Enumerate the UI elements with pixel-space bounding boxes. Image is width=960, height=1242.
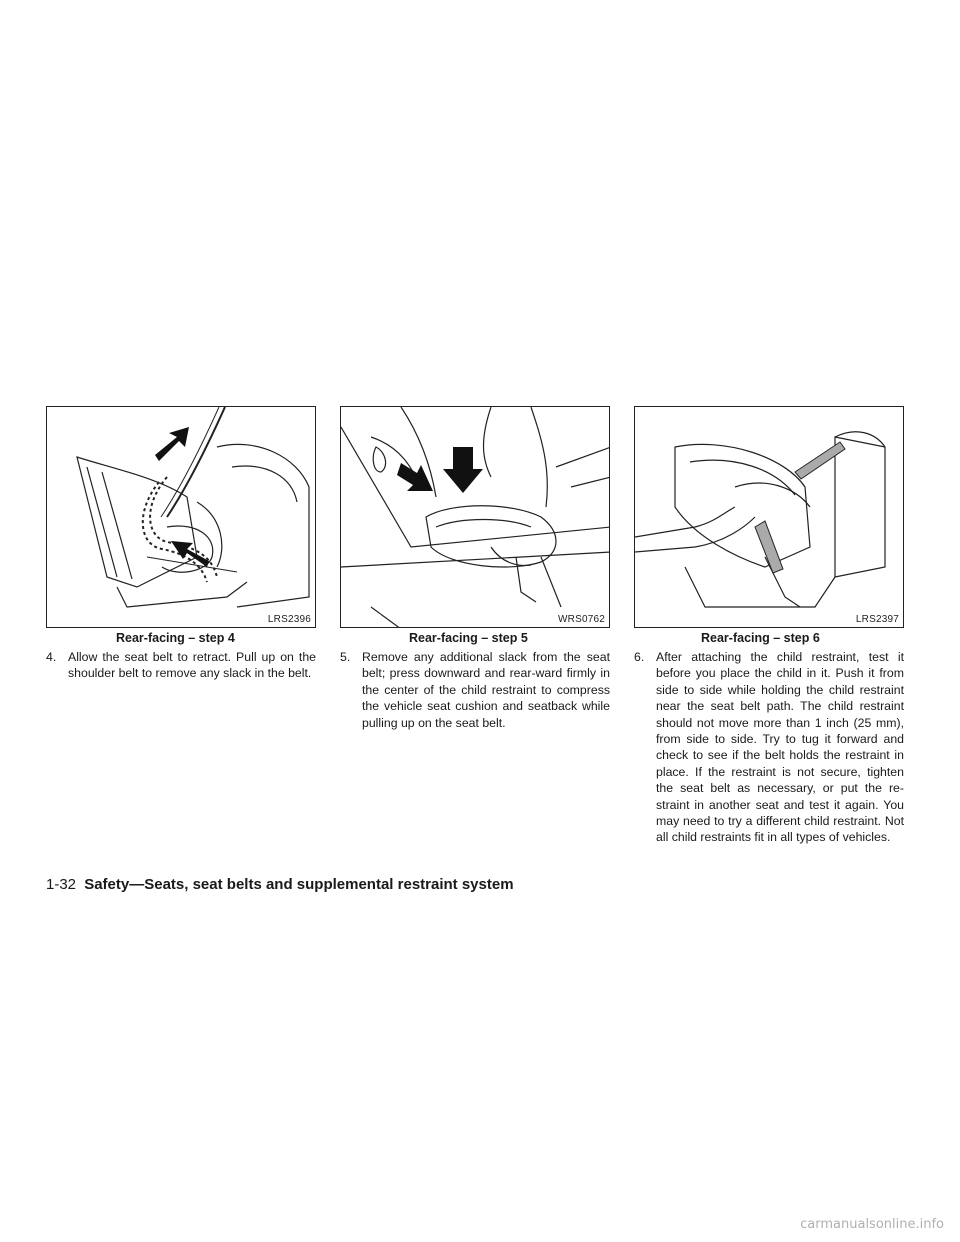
step-text: Allow the seat belt to retract. Pull up on the shoulder belt to remove any slack in the belt.: [68, 650, 316, 681]
figure-caption: Rear-facing – step 5: [409, 631, 528, 645]
figure-step-6: [634, 406, 904, 628]
step-text: After attaching the child restraint, test it before you place the child in it. Push it from side to side while holding the child restraint near the seat belt path. The child restraint should not move more than 1 inch (25 mm), from side to side. Try to tug it forward and check to see if the belt holds the restraint in place. If the restraint is not secure, tighten the seat belt as necessary, or put the re-straint in another seat and test it again. You may need to try a different child restraint. Not all child restraints fit in all types of vehicles.: [656, 650, 904, 845]
watermark: carmanualsonline.info: [800, 1217, 944, 1232]
step-item: [340, 649, 610, 731]
step-text: Remove any additional slack from the seat belt; press downward and rear-ward firmly in the center of the child restraint to compress the vehicle seat cushion and seatback while pulling up on the seat belt.: [362, 650, 610, 730]
figure-caption: Rear-facing – step 4: [116, 631, 235, 645]
column-step-5: [340, 406, 610, 731]
illustration-rear-facing-step-6: [635, 407, 904, 628]
page-number: 1-32: [46, 876, 77, 893]
step-number: 6.: [634, 650, 645, 664]
illustration-rear-facing-step-5: [341, 407, 610, 628]
column-step-4: [46, 406, 316, 682]
step-item: [634, 649, 904, 846]
column-step-6: [634, 406, 904, 846]
figure-code: LRS2397: [855, 614, 899, 625]
figure-step-5: [340, 406, 610, 628]
figure-step-4: [46, 406, 316, 628]
page-footer: [46, 876, 514, 893]
figure-code: WRS0762: [558, 614, 605, 625]
section-title: Safety—Seats, seat belts and supplemental restraint system: [84, 876, 514, 893]
step-number: 5.: [340, 650, 351, 664]
illustration-rear-facing-step-4: [47, 407, 316, 628]
step-item: [46, 649, 316, 682]
figure-code: LRS2396: [267, 614, 311, 625]
step-number: 4.: [46, 650, 57, 664]
figure-caption: Rear-facing – step 6: [701, 631, 820, 645]
